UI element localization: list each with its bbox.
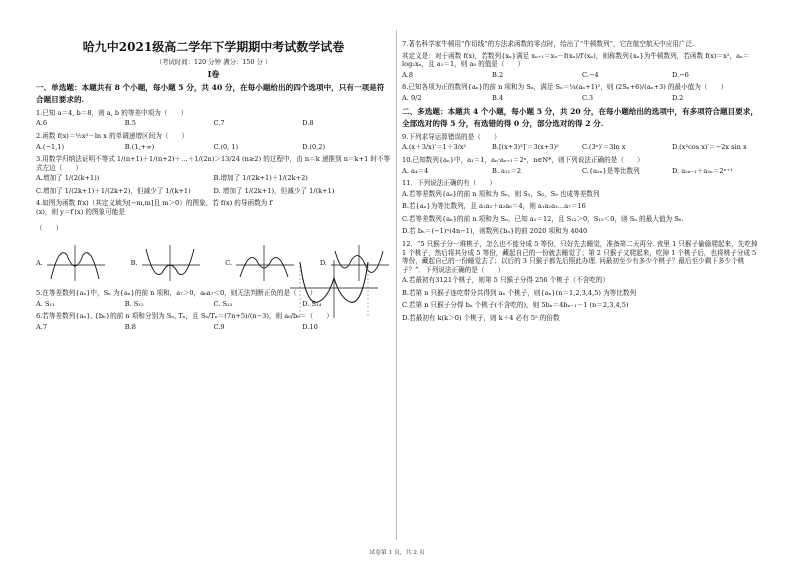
q8-option-a: A. 9/2 bbox=[402, 93, 422, 102]
q7-option-a: A.8 bbox=[402, 70, 414, 79]
q4-option-a-label: A. bbox=[36, 258, 43, 267]
q7-option-c: C.−4 bbox=[582, 70, 599, 79]
q5-option-b: B. S₁₂ bbox=[124, 299, 144, 308]
q12-stem: 12．“5 只猴子分一堆桃子，怎么也不能分成 5 等份，只好先去睡觉，准备第二天再分. 夜里 1 只猴子偷偷爬起来，先吃掉 1 个桃子，然后将其分成 5 等份，藏起自己的一份就去睡觉了；第 2 只猴子又爬起来，吃掉 1 个桃子后，也将桃子分成 5 等份，藏起自己的一份睡觉去了；以后的 3 只猴子都先后照此办理. 问最初至少有多少个桃子？最后至少剩下多少个桃子？”．下列说法正确的是（ ） bbox=[402, 239, 758, 274]
q4-option-b-label: B. bbox=[130, 258, 138, 267]
section1-heading: 一、单选题：本题共有 8 个小题，每小题 5 分，共 40 分，在每小题给出的四个选项中，只有一项是符合题目要求的. bbox=[36, 83, 385, 105]
q4-option-c-label: C. bbox=[225, 258, 233, 267]
q8-option-c: C.3 bbox=[582, 93, 594, 102]
q5-option-c: C. S₁₃ bbox=[213, 299, 233, 308]
q3-option-c: C.增加了 1/(2k+1)＋1/(2k+2)，但减少了 1/(k+1) bbox=[36, 186, 191, 195]
section-volume: Ⅰ卷 bbox=[207, 68, 220, 79]
q2-option-b: B.(1,+∞) bbox=[124, 142, 155, 151]
q2-option-c: C.(0, 1) bbox=[213, 142, 239, 151]
q10-option-d: D. a₂ₙ₋₁＋a₂ₙ＝2ⁿ⁺¹ bbox=[672, 166, 733, 175]
q12-option-a: A.若最初有3121个桃子，则第 5 只猴子分得 256 个桃子（不含吃的） bbox=[402, 276, 610, 285]
q4-option-a bbox=[36, 243, 107, 283]
section2-heading: 二、多选题：本题共 4 个小题，每小题 5 分，共 20 分，在每小题给出的选项中，有多项符合题目要求，全部选对的得 5 分，有选错的得 0 分，部分选对的得 2 分. bbox=[402, 107, 758, 129]
q8-options bbox=[402, 94, 762, 103]
q9-option-b: B.[(x+3)³]′＝3(x+3)² bbox=[492, 143, 559, 152]
exam-subtitle: （考试时间：120 分钟 满分：150 分 ） bbox=[155, 57, 272, 66]
q4-graph-a bbox=[45, 243, 107, 283]
q4-option-d-label: D. bbox=[319, 258, 327, 267]
q1-option-a: A.6 bbox=[36, 119, 48, 128]
q5-option-a: A. S₁₁ bbox=[36, 299, 55, 308]
q1-option-d: D.8 bbox=[302, 119, 314, 128]
q4-function-figure bbox=[288, 258, 380, 320]
q3-option-d: D. 增加了 1/(2k+1)，但减少了 1/(k+1) bbox=[213, 186, 335, 195]
q9-option-d: D.(x²cos x)′＝−2x sin x bbox=[672, 143, 747, 152]
q11-option-a: A.若等差数列{aₙ}的前 n 项和为 Sₙ，则 S₃，S₆，S₉ 也成等差数列 bbox=[402, 189, 600, 198]
q8-option-d: D.2 bbox=[672, 93, 684, 102]
q10-option-c: C.{a₂ₙ}是等比数列 bbox=[582, 166, 640, 175]
q7-options bbox=[402, 71, 762, 80]
q7-body: 其定义是：对于函数 f(x)，若数列{xₙ}满足 xₙ₊₁＝xₙ－f(xₙ)/f′(xₙ)，则称数列{xₙ}为牛顿数列，若函数 f(x)＝x²，aₙ＝log₂xₙ，且 a₁＝1，则 a₈ 的值是（ ） bbox=[402, 51, 750, 69]
q6-options bbox=[36, 323, 391, 332]
q9-option-c: C.(3ˣ)′＝3ln x bbox=[582, 143, 626, 152]
q6-option-c: C.9 bbox=[213, 322, 225, 331]
q9-option-a: A.(x＋3/x)′＝1＋3/x² bbox=[402, 143, 467, 152]
q3-options-ab bbox=[36, 174, 391, 183]
page-footer: 试卷第 1 页，共 2 页 bbox=[369, 550, 425, 556]
q1-options bbox=[36, 119, 391, 128]
q4-option-c bbox=[225, 243, 296, 283]
q3-option-b: B.增加了 1/(2k+1)＋1/(2k+2) bbox=[213, 174, 308, 183]
q3-option-a: A.增加了 1/(2(k+1)) bbox=[36, 174, 100, 183]
q12-option-d: D.若最初有 k(k＞0) 个桃子，则 k＋4 必有 5⁵ 的倍数 bbox=[402, 313, 560, 322]
q4-graph-b bbox=[140, 243, 202, 283]
q6-option-a: A.7 bbox=[36, 322, 48, 331]
q3-options-cd bbox=[36, 187, 391, 196]
q2-stem: 2.函数 f(x)＝½x²－ln x 的单调递增区间为（ ） bbox=[36, 131, 189, 140]
q4-stem: 4.如图为函数 f(x)（其定义域为[−m,m]且 m＞0）的图象，若 f(x) 的导函数为 f′(x)，则 y＝f′(x) 的图象可能是 bbox=[36, 199, 274, 216]
q10-option-a: A. a₄＝4 bbox=[402, 166, 429, 175]
q8-stem: 8.已知各项为正的数列{aₙ}的前 n 项和为 Sₙ，满足 Sₙ＝¼(aₙ+1)²，则 (2Sₙ+6)/(aₙ+3) 的最小值为（ ） bbox=[402, 83, 728, 92]
q12-option-c: C.若第 n 只猴子分得 bₙ 个桃子(不含吃的)，则 5bₙ＝4bₙ₋₁－1 (n＝2,3,4,5) bbox=[402, 301, 629, 310]
q6-stem: 6.若等差数列{aₙ}, {bₙ}的前 n 项和分别为 Sₙ, Tₙ，且 Sₙ/Tₙ＝(7n+5)/(n−3)，则 a₆/b₆＝（ ） bbox=[36, 312, 333, 321]
q2-option-a: A.(−1,1) bbox=[36, 142, 65, 151]
q1-option-c: C.7 bbox=[213, 119, 225, 128]
q9-stem: 9.下列求导运算错误的是（ ） bbox=[402, 132, 501, 141]
q10-stem: 10.已知数列{aₙ}中，a₁＝1，aₙ·aₙ₊₁＝2ⁿ，n∈N*，则下列说法正确的是（ ） bbox=[402, 156, 644, 165]
q7-stem: 7.著名科学家牛顿用“作切线”的方法求函数的零点时，给出了“牛顿数列”，它在航空航天中应用广泛. bbox=[402, 40, 695, 48]
q5-stem: 5.在等差数列{aₙ}中，Sₙ 为{aₙ}的前 n 项和，a₇＞0，a₆a₇＜0，则无法判断正负的是（ ） bbox=[36, 289, 317, 298]
q11-stem: 11．下列说法正确的有（ ） bbox=[402, 179, 497, 188]
q5-option-d: D. S₁₄ bbox=[302, 299, 322, 308]
q11-option-d: D.若 bₙ＝(−1)ⁿ(4n−1)，则数列{bₙ}的前 2020 项和为 4040 bbox=[402, 227, 588, 236]
q12-option-b: B.若第 n 只猴子连吃带分共得到 aₙ 个桃子，则{aₙ}(n＝1,2,3,4,5) 为等比数列 bbox=[402, 288, 637, 297]
q3-stem: 3.用数学归纳法证明不等式 1/(n+1)＋1/(n+2)＋…＋1/(2n)＞13/24 (n≥2) 的过程中，由 n＝k 递推到 n＝k+1 时不等式左边（ ） bbox=[36, 155, 391, 172]
q6-option-d: D.10 bbox=[302, 322, 318, 331]
q8-option-b: B.4 bbox=[492, 93, 504, 102]
q7-option-d: D.−6 bbox=[672, 70, 689, 79]
q9-options bbox=[402, 143, 762, 152]
column-divider bbox=[396, 30, 397, 540]
q10-options bbox=[402, 167, 762, 176]
q2-option-d: D.(0,2) bbox=[302, 142, 326, 151]
q7-option-b: B.2 bbox=[492, 70, 504, 79]
q4-paren: （ ） bbox=[36, 224, 63, 233]
exam-title: 哈九中2021级高二学年下学期期中考试数学试卷 bbox=[82, 40, 345, 54]
q1-option-b: B.5 bbox=[124, 119, 136, 128]
q11-option-c: C.若等差数列{aₙ}的前 n 项和为 Sₙ，已知 a₁＝12，且 S₁₂＞0，S₁₃＜0，则 Sₙ 的最大值为 S₆. bbox=[402, 214, 684, 223]
q4-graph-c bbox=[234, 243, 296, 283]
right-column bbox=[402, 32, 762, 326]
q2-options bbox=[36, 143, 391, 152]
q10-option-b: B. a₁₁＝2 bbox=[492, 166, 522, 175]
q4-option-b bbox=[131, 243, 202, 283]
q11-option-b: B.若{aₙ}为等比数列，且 a₁a₃＋a₂a₆＝4，则 a₁a₂a₃…a₇＝16 bbox=[402, 202, 586, 211]
q6-option-b: B.8 bbox=[124, 322, 136, 331]
q1-stem: 1.已知 a＝4, b＝8，则 a, b 的等差中项为（ ） bbox=[36, 108, 188, 117]
